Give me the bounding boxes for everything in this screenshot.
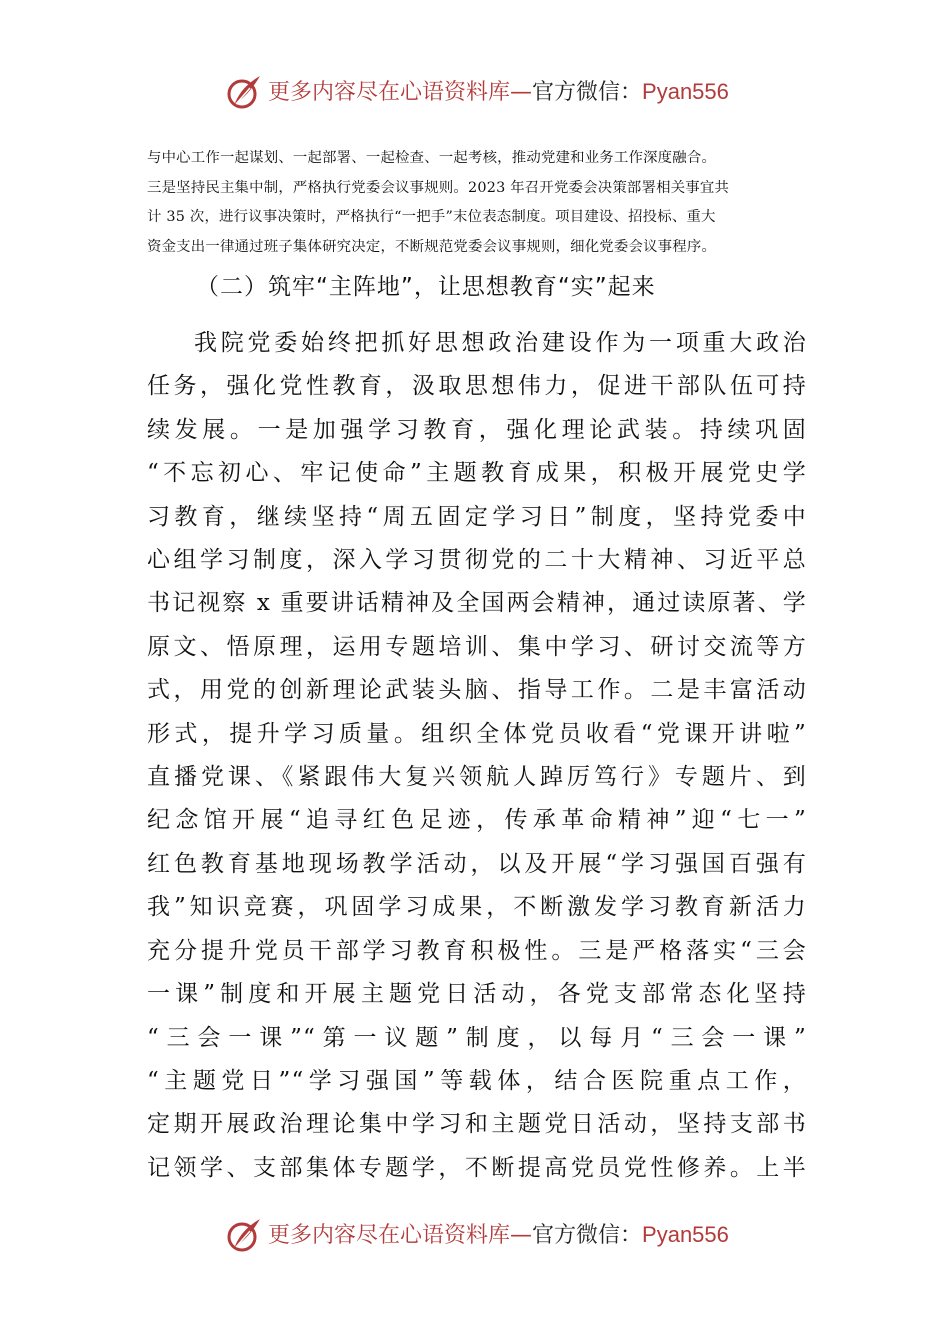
footer-banner-slogan: 更多内容尽在心语资料库—	[268, 1223, 533, 1248]
footer-wechat-label: 官方微信：	[532, 1223, 643, 1248]
body-line: 续发展。一是加强学习教育，强化理论武装。持续巩固	[147, 416, 807, 443]
intro-line: 三是坚持民主集中制，严格执行党委会议事规则。2023 年召开党委会决策部署相关事宜共	[147, 179, 730, 196]
intro-line: 资金支出一律通过班子集体研究决定，不断规范党委会议事规则，细化党委会议事程序。	[147, 238, 717, 255]
body-line: 任务，强化党性教育，汲取思想伟力，促进干部队伍可持	[147, 373, 807, 400]
body-line: 式，用党的创新理论武装头脑、指导工作。二是丰富活动	[147, 677, 807, 704]
body-line: 形式，提升学习质量。组织全体党员收看“党课开讲啦”	[147, 720, 807, 747]
body-line: 红色教育基地现场教学活动，以及开展“学习强国百强有	[147, 850, 807, 877]
body-line: “三会一课”“第一议题”制度，以每月“三会一课”	[147, 1024, 807, 1051]
intro-line: 与中心工作一起谋划、一起部署、一起检查、一起考核，推动党建和业务工作深度融合。	[147, 150, 717, 166]
body-line: “主题党日”“学习强国”等载体，结合医院重点工作，	[147, 1067, 807, 1094]
header-banner-text	[268, 78, 729, 107]
section-heading: （二）筑牢“主阵地”，让思想教育“实”起来	[196, 274, 656, 300]
header-wechat-handle: Pyan556	[642, 79, 729, 104]
intro-paragraph	[147, 144, 807, 262]
body-paragraph	[147, 322, 807, 1190]
header-wechat-label: 官方微信：	[532, 80, 643, 105]
intro-line: 计 35 次，进行议事决策时，严格执行“一把手”末位表态制度。项目建设、招投标、重大	[147, 209, 716, 226]
body-line: 充分提升党员干部学习教育积极性。三是严格落实“三会	[147, 937, 807, 964]
quill-logo-icon	[224, 72, 264, 112]
footer-banner	[0, 1213, 950, 1257]
quill-logo-icon	[224, 1215, 264, 1255]
body-line: 心组学习制度，深入学习贯彻党的二十大精神、习近平总	[147, 547, 807, 574]
body-line: 原文、悟原理，运用专题培训、集中学习、研讨交流等方	[147, 633, 807, 660]
header-banner-slogan: 更多内容尽在心语资料库—	[268, 80, 533, 105]
footer-wechat-handle: Pyan556	[642, 1222, 729, 1247]
body-line: 纪念馆开展“追寻红色足迹，传承革命精神”迎“七一”	[147, 807, 807, 834]
body-line: 记领学、支部集体专题学，不断提高党员党性修养。上半	[147, 1154, 807, 1181]
body-line: “不忘初心、牢记使命”主题教育成果，积极开展党史学	[147, 460, 807, 487]
body-line: 直播党课、《紧跟伟大复兴领航人踔厉笃行》专题片、到	[147, 764, 807, 791]
body-line: 定期开展政治理论集中学习和主题党日活动，坚持支部书	[147, 1111, 807, 1138]
body-line: 我院党委始终把抓好思想政治建设作为一项重大政治	[194, 330, 807, 356]
body-line: 习教育，继续坚持“周五固定学习日”制度，坚持党委中	[147, 503, 807, 530]
body-line: 我”知识竞赛，巩固学习成果，不断激发学习教育新活力	[147, 894, 807, 921]
header-banner	[0, 70, 950, 114]
body-line: 书记视察 x 重要讲话精神及全国两会精神，通过读原著、学	[147, 590, 807, 617]
body-line: 一课”制度和开展主题党日活动，各党支部常态化坚持	[147, 981, 807, 1008]
footer-banner-text	[268, 1221, 729, 1250]
